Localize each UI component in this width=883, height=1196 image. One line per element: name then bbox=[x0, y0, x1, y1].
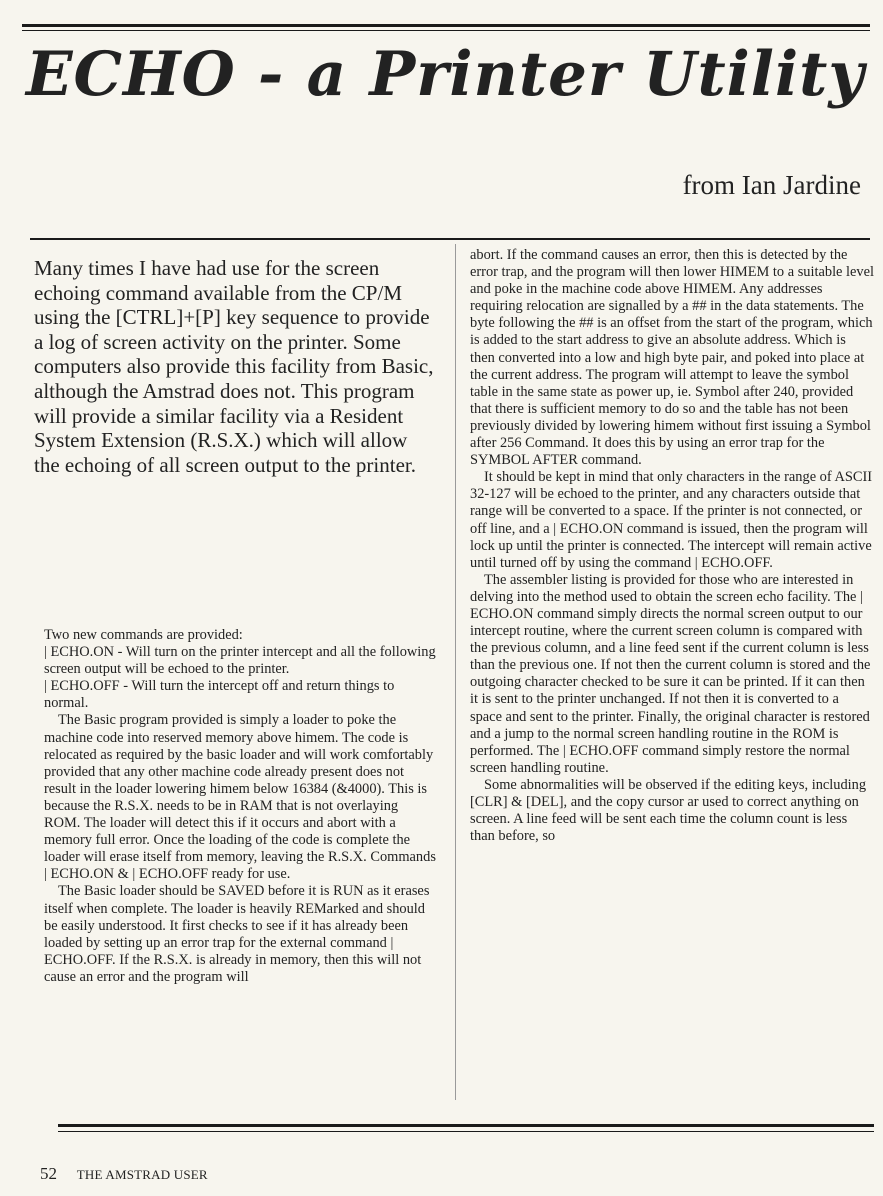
bottom-rule-thick bbox=[58, 1124, 874, 1127]
top-rule-thick bbox=[22, 24, 870, 27]
left-paragraph: Two new commands are provided: bbox=[44, 627, 243, 643]
article-intro bbox=[34, 256, 434, 477]
right-paragraph: abort. If the command causes an error, then this is detected by the error trap, and the program will then lower HIMEM to a suitable level and poke in the machine code above HIMEM. Any addresses requiring relocation are signalled by a ## in the data statements. The byte following the ## is an offset from the start of the program, which is added to the start address to give an absolute address. Which is then converted into a low and high byte pair, and poked into place at the current address. The program will attempt to leave the symbol table in the same state as power up, ie. Symbol after 240, provided that there is sufficient memory to do so and the table has not been previously divided by lowering himem without first issuing a Symbol after 256 Command. It does this by using an error trap for the SYMBOL AFTER command. bbox=[470, 247, 875, 469]
right-paragraph: The assembler listing is provided for those who are interested in delving into the method used to obtain the screen echo facility. The | ECHO.ON command simply directs the normal screen output to our intercept routine, where the current screen column is compared with the previous column, and a line feed sent if the current column is less than the previous one. If not then the current column is stored and the outgoing character checked to be sure it can be printed. If it can then it is sent to the printer unchanged. If not then it is converted to a space and sent to the printer. Finally, the original character is restored and a jump to the normal screen handling routine in the ROM is performed. The | ECHO.OFF command simply restore the normal screen handling routine. bbox=[470, 571, 871, 776]
article-title: ECHO - a Printer Utility bbox=[26, 39, 865, 110]
article-byline: from Ian Jardine bbox=[682, 170, 861, 200]
right-column bbox=[470, 247, 874, 845]
right-paragraph: It should be kept in mind that only characters in the range of ASCII 32-127 will be echoed to the printer, and any characters outside that range will be converted to a space. If the printer is not connected, or off line, and a | ECHO.ON command is issued, then the program will lock up until the printer is connected. The intercept will remain active until turned off by using the command | ECHO.OFF. bbox=[470, 469, 873, 571]
column-divider bbox=[455, 244, 456, 1100]
left-column bbox=[44, 627, 438, 986]
left-paragraph: | ECHO.OFF - Will turn the intercept off and return things to normal. bbox=[44, 678, 395, 712]
left-paragraph: | ECHO.ON - Will turn on the printer intercept and all the following screen output will be echoed to the printer. bbox=[44, 644, 436, 678]
left-paragraph: The Basic program provided is simply a loader to poke the machine code into reserved memory above himem. The code is relocated as required by the basic loader and will work comfortably provided that any other machine code already present does not result in the loader lowering himem below 16384 (&4000). This is because the R.S.X. needs to be in RAM that is not overlaying ROM. The loader will detect this if it occurs and abort with a memory full error. Once the loading of the code is complete the loader will erase itself from memory, leaving the R.S.X. Commands | ECHO.ON & | ECHO.OFF ready for use. bbox=[44, 712, 436, 883]
right-paragraph: Some abnormalities will be observed if the editing keys, including [CLR] & [DEL], and the copy cursor ar used to correct anything on screen. A line feed will be sent each time the column count is less than before, so bbox=[470, 776, 867, 845]
page-footer bbox=[40, 1164, 208, 1184]
left-paragraph: The Basic loader should be SAVED before it is RUN as it erases itself when complete. The loader is heavily REMarked and should be easily understood. It first checks to see if it has already been loaded by setting up an error trap for the external command | ECHO.OFF. If the R.S.X. is already in memory, then this will not cause an error and the program will bbox=[44, 883, 430, 985]
intro-paragraph: Many times I have had use for the screen echoing command available from the CP/M using the [CTRL]+[P] key sequence to provide a log of screen activity on the printer. Some computers also provide this facility from Basic, although the Amstrad does not. This program will provide a similar facility via a Resident System Extension (R.S.X.) which will allow the echoing of all screen output to the printer. bbox=[34, 256, 434, 477]
bottom-rule-thin bbox=[58, 1131, 874, 1132]
page-number: 52 bbox=[40, 1164, 57, 1183]
header-rule bbox=[30, 238, 870, 240]
magazine-name: THE AMSTRAD USER bbox=[76, 1167, 208, 1182]
